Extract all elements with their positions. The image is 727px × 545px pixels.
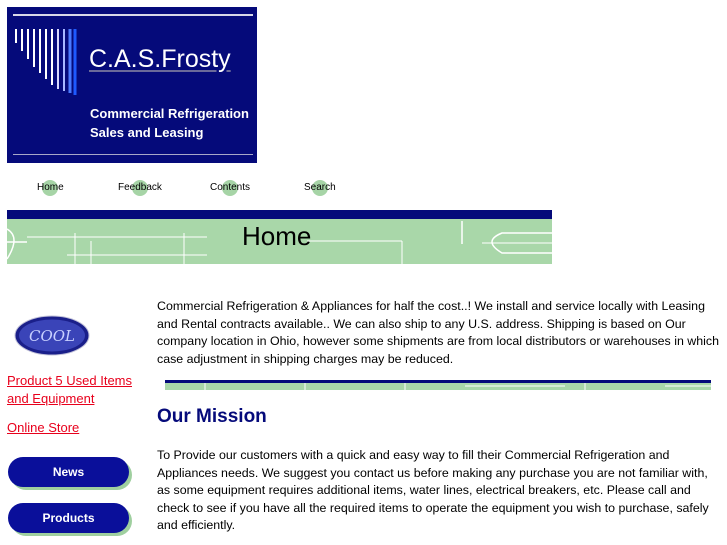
banner-top-bar [7,210,552,219]
cool-logo-image [14,315,90,356]
main-nav [0,178,400,198]
nav-feedback-label: Feedback [118,182,162,193]
nav-feedback-link[interactable] [118,178,162,198]
logo-stripes-graphic [14,29,78,95]
page-banner [7,210,552,264]
page-title: Home [242,221,312,251]
logo-bottom-rule [13,154,253,155]
online-store-link[interactable]: Online Store [7,420,80,435]
logo-subtitle-line1: Commercial Refrigeration [90,106,249,121]
logo-subtitle [90,104,249,142]
used-items-link[interactable]: Product 5 Used Items and Equipment [7,373,132,406]
nav-search-link[interactable] [304,178,336,198]
nav-home-label: Home [37,182,64,193]
nav-home-link[interactable] [37,178,64,198]
section-divider [165,380,711,390]
site-logo-banner [7,7,257,163]
news-button[interactable]: News [8,457,129,487]
nav-search-label: Search [304,182,336,193]
intro-paragraph: Commercial Refrigeration & Appliances for half the cost..! We install and service locally with Leasing and Rental contracts available.. We can also ship to any U.S. address. Shipping is based on Our company location in Ohio, however some shipments are from local distributors or warehouses in which case adjustment in shipping charges may be reduced. [157,299,719,366]
logo-top-rule [13,14,253,16]
products-button[interactable]: Products [8,503,129,533]
mission-paragraph: To Provide our customers with a quick and easy way to fill their Commercial Refrigeration and Appliances needs. We suggest you contact us before making any purchase you are not familiar with, as some equipment requires additional items, water lines, electrical breakers, etc. Please call and check to see if you have all the required items to operate the equipment you wish to purchase, safely and efficiently. [157,448,709,532]
cool-logo-text: COOL [28,327,76,345]
logo-subtitle-line2: Sales and Leasing [90,125,204,140]
nav-contents-link[interactable] [210,178,250,198]
nav-contents-label: Contents [210,182,251,193]
logo-title: C.A.S.Frosty [89,45,231,73]
mission-heading: Our Mission [157,406,267,427]
